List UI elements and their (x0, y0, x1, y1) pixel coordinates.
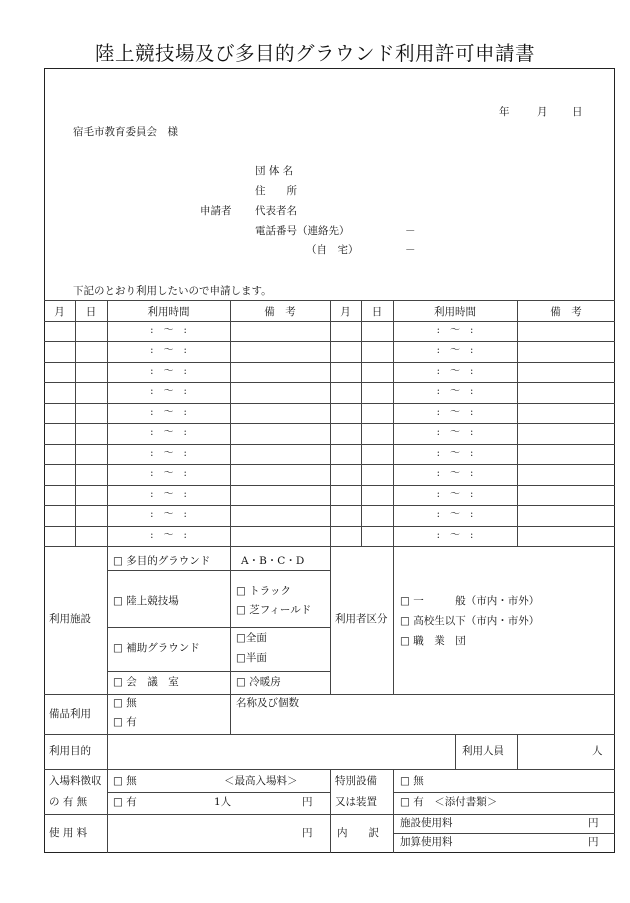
date-year: 年 (499, 106, 510, 118)
time-cell-left[interactable]: : 〜 : (150, 406, 187, 418)
time-cell-left[interactable]: : 〜 : (150, 529, 187, 541)
home-label: （自 宅） (306, 244, 359, 256)
admission-per-person: 1人 (214, 796, 232, 808)
multi-ground-areas: A・B・C・D (241, 555, 305, 567)
meeting-room-checkbox[interactable]: □ 会 議 室 (113, 676, 179, 688)
admission-yen: 円 (302, 796, 313, 808)
facility-fee-label: 施設使用料 (400, 817, 453, 829)
time-cell-right[interactable]: : 〜 : (436, 468, 474, 480)
admission-yes-checkbox[interactable]: □ 有 (113, 796, 137, 808)
admission-none-checkbox[interactable]: □ 無 (113, 775, 137, 787)
student-checkbox[interactable]: □ 高校生以下（市内・市外） (400, 615, 540, 627)
applicant-label: 申請者 (200, 205, 232, 217)
time-cell-left[interactable]: : 〜 : (150, 488, 187, 500)
professional-checkbox[interactable]: □ 職 業 団 (400, 635, 466, 647)
time-cell-left[interactable]: : 〜 : (150, 386, 187, 398)
equipment-label: 備品利用 (49, 708, 91, 720)
facility-fee-yen: 円 (588, 817, 599, 829)
special-label-1: 特別設備 (335, 775, 377, 787)
fee-yen: 円 (302, 827, 313, 839)
header-time-right: 利用時間 (434, 306, 476, 318)
header-time-left: 利用時間 (147, 306, 190, 318)
time-cell-left[interactable]: : 〜 : (150, 468, 187, 480)
time-cell-right[interactable]: : 〜 : (436, 386, 474, 398)
time-cell-left[interactable]: : 〜 : (150, 447, 187, 459)
representative-label: 代表者名 (255, 205, 297, 217)
heating-fee-yen: 円 (588, 836, 599, 848)
half-checkbox[interactable]: □半面 (236, 652, 267, 664)
time-cell-right[interactable]: : 〜 : (436, 427, 474, 439)
time-cell-left[interactable]: : 〜 : (150, 325, 187, 336)
header-day-left: 日 (85, 306, 97, 318)
equipment-yes-checkbox[interactable]: □ 有 (113, 716, 137, 728)
time-cell-left[interactable]: : 〜 : (150, 345, 187, 357)
intro-text: 下記のとおり利用したいので申請します。 (73, 285, 272, 297)
admission-label-1: 入場料徴収 (49, 775, 102, 787)
admission-label-2: の 有 無 (49, 796, 88, 808)
time-cell-left[interactable]: : 〜 : (150, 365, 187, 377)
track-field-checkbox[interactable]: □ 陸上競技場 (113, 595, 179, 607)
time-cell-right[interactable]: : 〜 : (436, 447, 474, 459)
phone-label: 電話番号（連絡先） (255, 225, 350, 237)
people-unit: 人 (592, 745, 603, 757)
special-label-2: 又は装置 (335, 796, 377, 808)
header-day-right: 日 (371, 306, 383, 318)
page-title: 陸上競技場及び多目的グラウンド利用許可申請書 (94, 42, 535, 65)
multi-ground-checkbox[interactable]: □ 多目的グラウンド (113, 555, 211, 567)
aux-ground-checkbox[interactable]: □ 補助グラウンド (113, 642, 200, 654)
time-cell-right[interactable]: : 〜 : (436, 529, 474, 541)
time-cell-right[interactable]: : 〜 : (436, 488, 474, 500)
special-yes-checkbox[interactable]: □ 有 ＜添付書類＞ (400, 796, 498, 808)
time-cell-left[interactable]: : 〜 : (150, 509, 187, 521)
aircon-checkbox[interactable]: □ 冷暖房 (236, 676, 281, 688)
header-month-right: 月 (340, 306, 351, 318)
fee-label: 使 用 料 (49, 827, 88, 839)
equipment-none-checkbox[interactable]: □ 無 (113, 697, 137, 709)
facility-label: 利用施設 (49, 613, 91, 625)
heating-fee-label: 加算使用料 (400, 836, 453, 848)
address-label: 住 所 (255, 185, 297, 197)
time-cell-right[interactable]: : 〜 : (436, 365, 474, 377)
phone-dash: － (405, 225, 416, 237)
admission-max-label: ＜最高入場料＞ (224, 775, 298, 787)
time-cell-right[interactable]: : 〜 : (436, 509, 474, 521)
header-notes-left: 備 考 (264, 306, 296, 318)
group-name-label: 団 体 名 (255, 165, 294, 177)
addressee: 宿毛市教育委員会 様 (73, 126, 178, 138)
date-day: 日 (572, 106, 583, 118)
user-category-label: 利用者区分 (335, 613, 388, 625)
special-none-checkbox[interactable]: □ 無 (400, 775, 424, 787)
track-checkbox[interactable]: □ トラック (236, 585, 292, 597)
time-cell-left[interactable]: : 〜 : (150, 427, 187, 439)
header-notes-right: 備 考 (550, 306, 582, 318)
general-checkbox[interactable]: □ 一 般（市内・市外） (400, 595, 540, 607)
date-month: 月 (537, 106, 548, 118)
header-month-left: 月 (54, 306, 65, 318)
full-checkbox[interactable]: □全面 (236, 632, 267, 644)
breakdown-label: 内 訳 (337, 827, 379, 839)
time-cell-right[interactable]: : 〜 : (436, 406, 474, 418)
people-label: 利用人員 (462, 745, 504, 757)
time-cell-right[interactable]: : 〜 : (436, 345, 474, 357)
time-cell-right[interactable]: : 〜 : (436, 325, 474, 336)
turf-checkbox[interactable]: □ 芝フィールド (236, 604, 312, 616)
home-dash: － (405, 244, 416, 256)
purpose-label: 利用目的 (49, 745, 91, 757)
equipment-name-count: 名称及び個数 (236, 697, 299, 709)
